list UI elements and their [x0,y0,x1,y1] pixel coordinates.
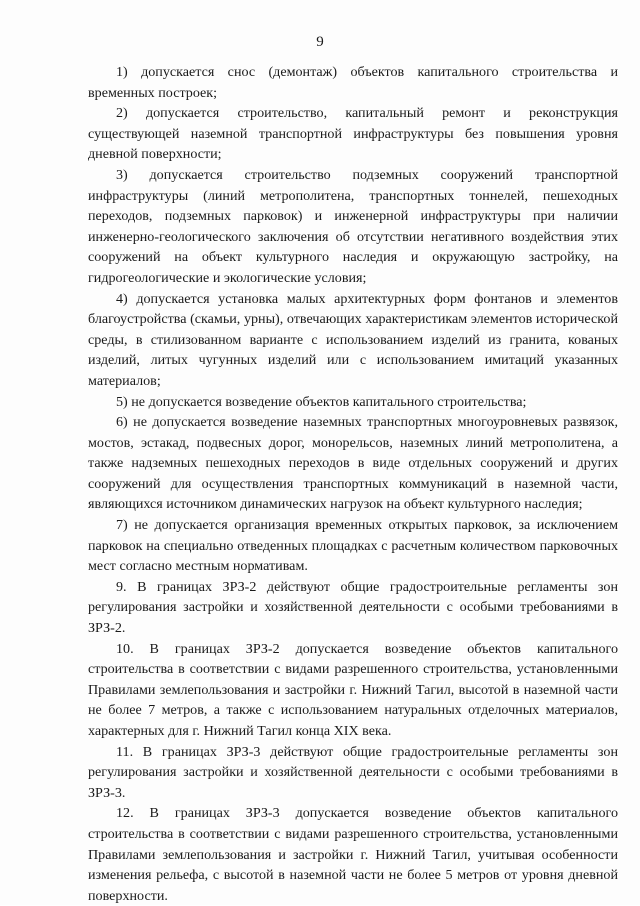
paragraph-item-3: 3) допускается строительство подземных сооружений транспортной инфраструктуры (линий метрополитена, транспортных тоннелей, пешеходных переходов, подземных парковок) и инженерной инфраструктуры при наличии инженерно-геологического заключения об отсутствии негативного воздействия этих сооружений на объект культурного наследия и окружающую застройку, на гидрогеологические и экологические условия; [88,166,618,286]
paragraph-item-6: 6) не допускается возведение наземных транспортных многоуровневых развязок, мостов, эстакад, подвесных дорог, монорельсов, наземных линий метрополитена, а также надземных пешеходных переходов в виде отдельных сооружений и других сооружений для осуществления транспортных коммуникаций в наземной части, являющихся источником динамических нагрузок на объект культурного наследия; [88,414,618,513]
paragraph-section-10: 10. В границах ЗРЗ-2 допускается возведение объектов капитального строительства в соответствии с видами разрешенного строительства, установленными Правилами землепользования и застройки г. Нижний Тагил, высотой в наземной части не более 7 метров, а также с использованием натуральных отделочных материалов, характерных для г. Нижний Тагил конца XIX века. [88,640,618,739]
paragraph-item-5: 5) не допускается возведение объектов капитального строительства; [116,393,527,410]
document-body [88,62,618,906]
paragraph-item-2: 2) допускается строительство, капитальный ремонт и реконструкция существующей наземной транспортной инфраструктуры без повышения уровня дневной поверхности; [88,105,618,163]
paragraph-item-4: 4) допускается установка малых архитектурных форм фонтанов и элементов благоустройства (скамьи, урны), отвечающих характеристикам элементов исторической среды, в стилизованном варианте с использованием изделий из гранита, кованых изделий, литых чугунных изделий или с использованием имитаций указанных материалов; [88,290,618,389]
paragraph-section-9: 9. В границах ЗРЗ-2 действуют общие градостроительные регламенты зон регулирования застройки и хозяйственной деятельности с особыми требованиями в ЗРЗ-2. [88,578,618,637]
paragraph-section-11: 11. В границах ЗРЗ-3 действуют общие градостроительные регламенты зон регулирования застройки и хозяйственной деятельности с особыми требованиями в ЗРЗ-3. [88,743,618,801]
paragraph-item-1: 1) допускается снос (демонтаж) объектов капитального строительства и временных построек; [88,64,618,101]
paragraph-section-12: 12. В границах ЗРЗ-3 допускается возведение объектов капитального строительства в соответствии с видами разрешенного строительства, установленными Правилами землепользования и застройки г. Нижний Тагил, учитывая особенности изменения рельефа, с высотой в наземной части не более 5 метров от уровня дневной поверхности. [88,805,618,904]
page-number: 9 [316,34,324,50]
paragraph-item-7: 7) не допускается организация временных открытых парковок, за исключением парковок на специально отведенных площадках с расчетным количеством парковочных мест согласно местным нормативам. [88,517,618,575]
